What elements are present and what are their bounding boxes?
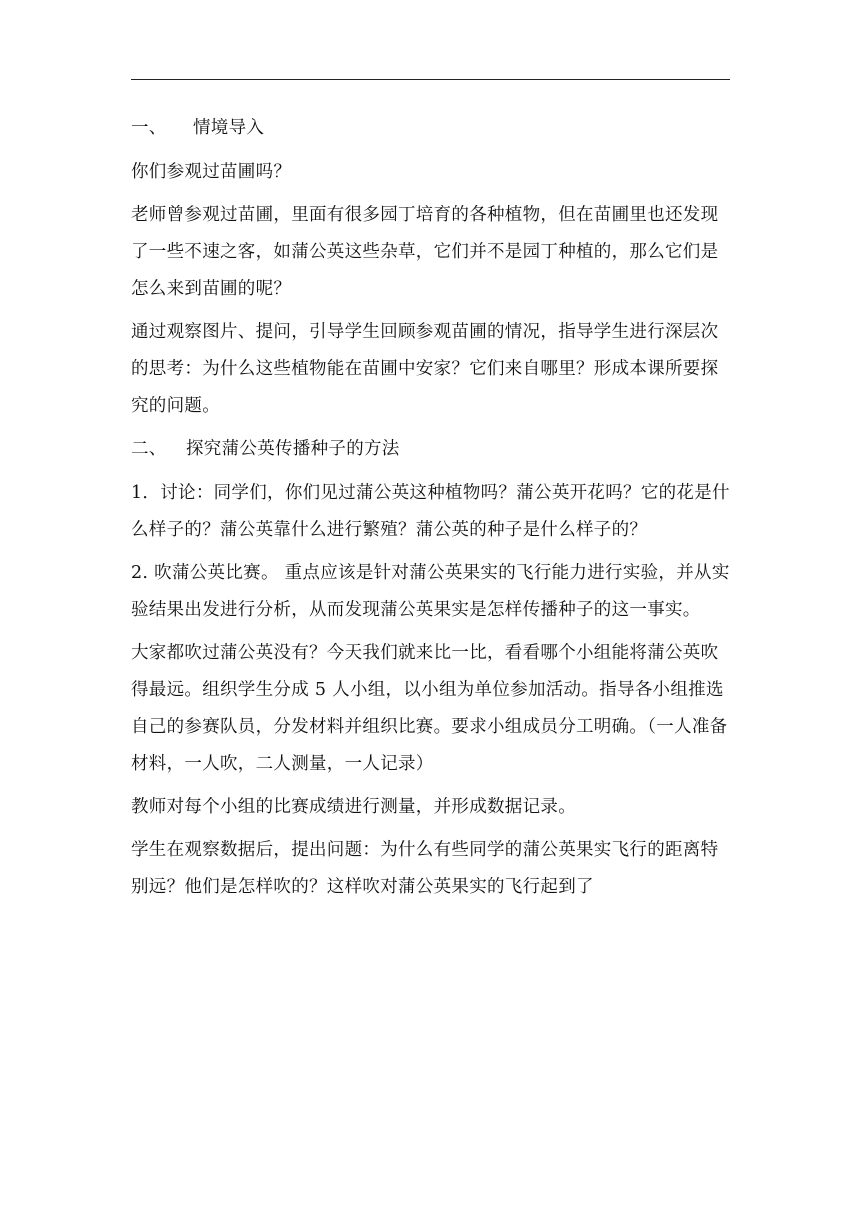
section-title: 探究蒲公英传播种子的方法 (186, 439, 400, 459)
section-number: 二、 (131, 439, 167, 459)
header-rule (131, 79, 730, 80)
section-number: 一、 (131, 118, 167, 138)
paragraph: 1．讨论：同学们，你们见过蒲公英这种植物吗？蒲公英开花吗？它的花是什么样子的？蒲公英靠什么进行繁殖？蒲公英的种子是什么样子的？ (131, 483, 730, 540)
section-title: 情境导入 (193, 118, 265, 138)
section-heading-2 (131, 431, 731, 468)
paragraph: 大家都吹过蒲公英没有？今天我们就来比一比，看看哪个小组能将蒲公英吹得最远。组织学生分成 5 人小组，以小组为单位参加活动。指导各小组推选自己的参赛队员，分发材料并组织比赛。要求小组成员分工明确。（一人准备材料，一人吹，二人测量，一人记录） (131, 643, 728, 774)
paragraph: 你们参观过苗圃吗？ (131, 162, 292, 182)
paragraph: 老师曾参观过苗圃，里面有很多园丁培育的各种植物，但在苗圃里也还发现了一些不速之客，如蒲公英这些杂草，它们并不是园丁种植的，那么它们是怎么来到苗圃的呢？ (131, 205, 719, 299)
paragraph: 2. 吹蒲公英比赛。 重点应该是针对蒲公英果实的飞行能力进行实验，并从实验结果出发进行分析，从而发现蒲公英果实是怎样传播种子的这一事实。 (131, 563, 730, 620)
paragraph: 通过观察图片、提问，引导学生回顾参观苗圃的情况，指导学生进行深层次的思考：为什么这些植物能在苗圃中安家？它们来自哪里？形成本课所要探究的问题。 (131, 322, 719, 416)
paragraph: 学生在观察数据后，提出问题：为什么有些同学的蒲公英果实飞行的距离特别远？他们是怎样吹的？这样吹对蒲公英果实的飞行起到了 (131, 840, 719, 897)
paragraph: 教师对每个小组的比赛成绩进行测量，并形成数据记录。 (131, 797, 576, 817)
document-body (131, 110, 731, 912)
section-heading-1 (131, 110, 731, 147)
